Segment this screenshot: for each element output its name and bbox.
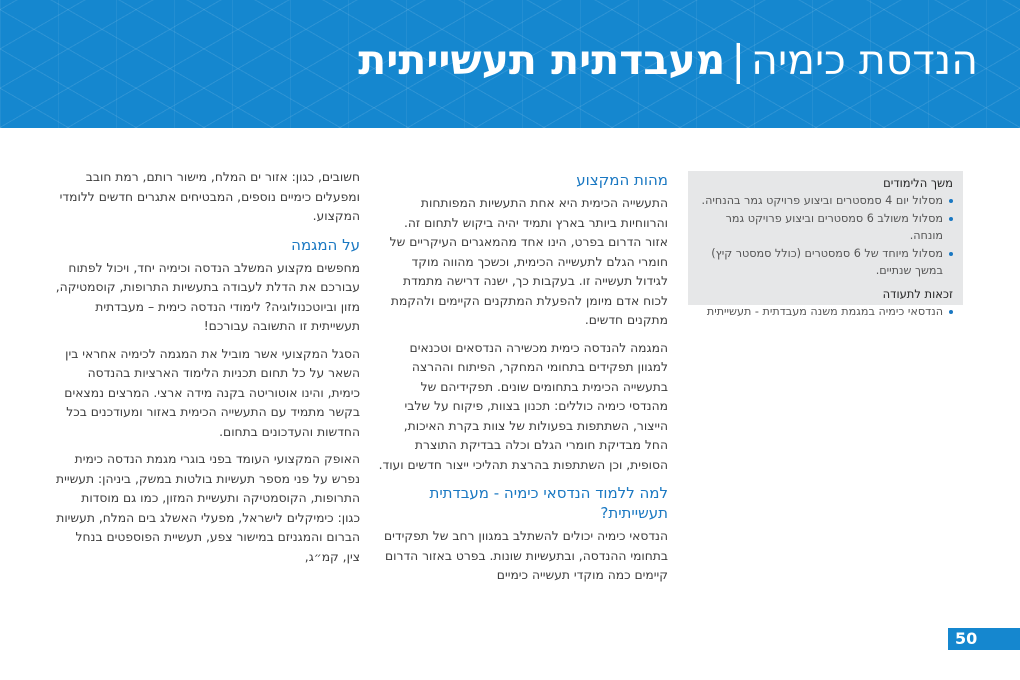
text-column-left [55,168,360,575]
section-heading-about-track: על המגמה [291,235,360,254]
duration-heading: משך הלימודים [883,176,953,190]
title-separator: | [731,36,746,84]
page-title [358,30,978,90]
section-heading-profession: מהות המקצוע [576,171,668,189]
duration-list [696,192,953,280]
section-heading-why-study: למה ללמוד הנדסאי כימיה - מעבדתית תעשייתית? [429,484,668,522]
page-number: 50 [948,628,1020,650]
study-info-box [688,171,963,318]
title-part-1: הנדסת כימיה [751,36,978,84]
certificate-item: הנדסאי כימיה במגמת משנה מעבדתית - תעשייתית [696,303,953,321]
duration-item: מסלול יום 4 סמסטרים וביצוע פרויקט גמר בהנחיה. [696,192,953,210]
paragraph: האופק המקצועי העומד בפני בוגרי מגמת הנדסה כימית נפרש על פני מספר תעשיות בולטות במשק, ביניהן: תעשיית התרופות, הקוסמטיקה ותעשיית המזון, כמו גם מוסדות כגון: כימיקלים לישראל, מפעלי האשלג בים המלח, תעשיות הברום והמגניזם במישור צפע, תעשיית הפוספטים בנחל צין, קמ״ג, [56,452,360,564]
certificate-list [696,303,953,321]
paragraph: המגמה להנדסה כימית מכשירה הנדסאים וטכנאים למגוון תפקידים בתחומי המחקר, הפיתוח וההרצה בתעשייה הכימית בתחומים שונים. תפקידיהם של מהנדסי כימיה כוללים: תכנון בצוות, פיקוח על שלבי הייצור, השתתפות בפעולות של צוות בקרת האיכות, החל מבדיקת חומרי הגלם וכלה בבדיקת התוצרת הסופית, וכן השתתפות בהרצת תהליכי ייצור חדשים ועוד. [378,340,668,472]
paragraph: חשובים, כגון: אזור ים המלח, מישור רותם, רמת חובב ומפעלים כימיים נוספים, המבטיחים אתגרים חדשים ללומדי המקצוע. [59,170,360,223]
paragraph: התעשייה הכימית היא אחת התעשיות המפותחות והרווחיות ביותר בארץ ותמיד יהיה ביקוש לתחום זה. אזור הדרום בפרט, הינו אחד מהמאגרים העיקריים של חומרי הגלם לתעשייה הכימית, וכשכך מהווה מוקד לגידול תעשייה זו. בעקבות כך, ישנה דרישה מתמדת לכוח אדם מיומן להפעלת המתקנים הקיימים ולהקמת מתקנים חדשים. [389,196,668,327]
title-part-2: מעבדתית תעשייתית [358,36,726,84]
paragraph: מחפשים מקצוע המשלב הנדסה וכימיה יחד, ויכול לפתוח עבורכם את הדלת לעבודה בתעשיות התרופות, קוסמטיקה, מזון וביוטכנולוגיה? לימודי הנדסה כימית – מעבדתית תעשייתית זו התשובה עבורכם! [55,260,360,333]
duration-item: מסלול משולב 6 סמסטרים וביצוע פרויקט גמר מונחה. [696,210,953,245]
duration-item: מסלול מיוחד של 6 סמסטרים (כולל סמסטר קיץ) במשך שנתיים. [696,245,953,280]
certificate-heading: זכאות לתעודה [882,286,953,301]
text-column-right [378,170,668,594]
paragraph: הסגל המקצועי אשר מוביל את המגמה לכימיה אחראי בין השאר על כל תחום תכניות הלימוד הארציות בהנדסה כימית, והינו אוטוריטה בקנה מידה ארצי. המרצים נמצאים בקשר מתמיד עם התעשייה הכימית באזור ומעודכנים בכל החדשות והעדכונים בתחום. [64,346,360,439]
paragraph: הנדסאי כימיה יכולים להשתלב במגוון רחב של תפקידים בתחומי ההנדסה, ובתעשיות שונות. בפרט באזור הדרום קיימים כמה מוקדי תעשייה כימיים [383,529,668,582]
header-banner [0,0,1020,128]
